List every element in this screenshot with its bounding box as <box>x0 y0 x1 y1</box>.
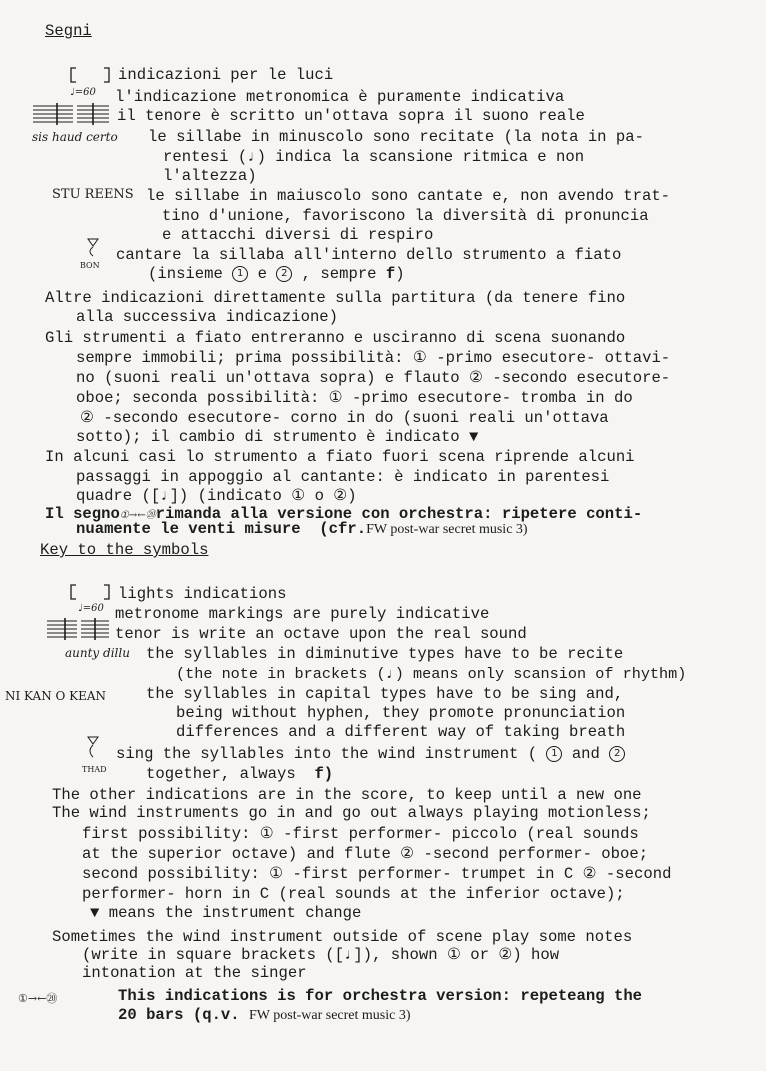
en-offstage-3: intonation at the singer <box>82 964 307 982</box>
it-sung-3: e attacchi diversi di respiro <box>162 226 434 244</box>
it-metronome: l'indicazione metronomica è puramente indicativa <box>115 88 565 106</box>
circle-2-icon: 2 <box>276 266 292 282</box>
circle-2-icon-en: 2 <box>609 746 625 762</box>
it-wind-2: (insieme 1 e 2 , sempre f) <box>148 265 405 283</box>
en-metronome: metronome markings are purely indicative <box>115 605 490 623</box>
it-other-2: alla successiva indicazione) <box>76 308 339 326</box>
en-wind-example: THAD <box>82 765 107 774</box>
en-orchestra-sign-symbol: ①→←⑳ <box>18 992 58 1005</box>
segni-heading: Segni <box>45 22 92 40</box>
en-offstage-1: Sometimes the wind instrument outside of scene play some notes <box>52 928 633 946</box>
it-other-1: Altre indicazioni direttamente sulla partitura (da tenere fino <box>45 289 626 307</box>
en-other-1: The other indications are in the score, to keep until a new one <box>52 786 642 804</box>
it-offstage-1: In alcuni casi lo strumento a fiato fuori scena riprende alcuni <box>45 448 635 466</box>
en-lights: lights indications <box>118 585 287 603</box>
it-offstage-2: passaggi in appoggio al cantante: è indicato in parentesi <box>76 468 610 486</box>
dynamic-forte-en: f) <box>314 765 334 783</box>
en-wind-1: sing the syllables into the wind instrument ( 1 and 2 <box>116 745 625 763</box>
it-orch-2: nuamente le venti misure (cfr.FW post-war secret music 3) <box>76 520 528 538</box>
circle-1-icon: 1 <box>232 266 248 282</box>
key-heading: Key to the symbols <box>40 541 209 559</box>
en-orch-2: 20 bars (q.v. FW post-war secret music 3) <box>118 1006 411 1024</box>
en-instr-1: The wind instruments go in and go out always playing motionless; <box>52 804 651 822</box>
it-instr-3: no (suoni reali un'ottava sopra) e flauto ② -secondo esecutore- <box>76 369 671 387</box>
tenor-staff-symbol <box>33 103 109 125</box>
en-metronome-mark: ♩=60 <box>78 603 104 614</box>
en-offstage-2: (write in square brackets ([♩]), shown ① or ②) how <box>82 946 560 964</box>
bracket-symbol-en <box>68 583 116 601</box>
it-instr-5: ② -secondo esecutore- corno in do (suoni reali un'ottava <box>80 409 609 427</box>
en-instr-3: at the superior octave) and flute ② -second performer- oboe; <box>82 845 649 863</box>
it-orch-1: Il segno①→←⑳rimanda alla versione con orchestra: ripetere conti- <box>45 505 643 523</box>
en-instr-2: first possibility: ① -first performer- piccolo (real sounds <box>82 825 639 843</box>
bracket-symbol <box>68 66 116 84</box>
orchestra-sign-symbol: ①→←⑳ <box>119 510 156 521</box>
it-instr-1: Gli strumenti a fiato entreranno e usciranno di scena suonando <box>45 329 626 347</box>
it-sung-1: le sillabe in maiuscolo sono cantate e, non avendo trat- <box>146 187 671 205</box>
en-orch-1: This indications is for orchestra version: repeteang the <box>118 987 643 1005</box>
it-recited-1: le sillabe in minuscolo sono recitate (la nota in pa- <box>148 128 644 146</box>
it-instr-4: oboe; seconda possibilità: ① -primo esecutore- tromba in do <box>76 389 633 407</box>
it-sung-example: STU REENS <box>52 187 134 202</box>
wind-into-symbol-en <box>86 735 100 759</box>
en-tenor: tenor is write an octave upon the real sound <box>115 625 527 643</box>
it-lights: indicazioni per le luci <box>118 66 334 84</box>
circle-1-icon-en: 1 <box>546 746 562 762</box>
en-recited-1: the syllables in diminutive types have to be recite <box>146 645 624 663</box>
it-metronome-mark: ♩=60 <box>70 87 96 98</box>
en-sung-1: the syllables in capital types have to be sing and, <box>146 685 624 703</box>
it-tenor: il tenore è scritto un'ottava sopra il suono reale <box>117 107 585 125</box>
it-recited-2: rentesi (♩) indica la scansione ritmica e non <box>163 148 585 166</box>
en-sung-example: NI KAN O KEAN <box>5 689 107 703</box>
en-sung-3: differences and a different way of taking breath <box>176 723 626 741</box>
it-instr-6: sotto); il cambio di strumento è indicato ▼ <box>76 428 479 446</box>
en-instr-6: ▼ means the instrument change <box>90 904 362 922</box>
tenor-staff-symbol-en <box>47 618 109 640</box>
en-instr-4: second possibility: ① -first performer- trumpet in C ② -second <box>82 865 672 883</box>
en-recited-2: (the note in brackets (♩) means only scansion of rhythm) <box>176 665 687 683</box>
it-recited-3: l'altezza) <box>163 167 257 185</box>
en-recited-example: aunty dillu <box>65 646 130 660</box>
it-sung-2: tino d'unione, favoriscono la diversità di pronuncia <box>162 207 649 225</box>
en-wind-2: together, always f) <box>146 765 334 783</box>
it-instr-2: sempre immobili; prima possibilità: ① -primo esecutore- ottavi- <box>76 349 671 367</box>
it-wind-1: cantare la sillaba all'interno dello strumento a fiato <box>116 246 622 264</box>
en-sung-2: being without hyphen, they promote pronunciation <box>176 704 626 722</box>
dynamic-forte: f <box>385 265 396 283</box>
en-instr-5: performer- horn in C (real sounds at the inferior octave); <box>82 885 625 903</box>
it-recited-example: sis haud certo <box>32 130 118 144</box>
it-offstage-3: quadre ([♩]) (indicato ① o ②) <box>76 487 357 505</box>
wind-into-symbol <box>86 237 100 257</box>
it-wind-example: BON <box>80 261 100 270</box>
